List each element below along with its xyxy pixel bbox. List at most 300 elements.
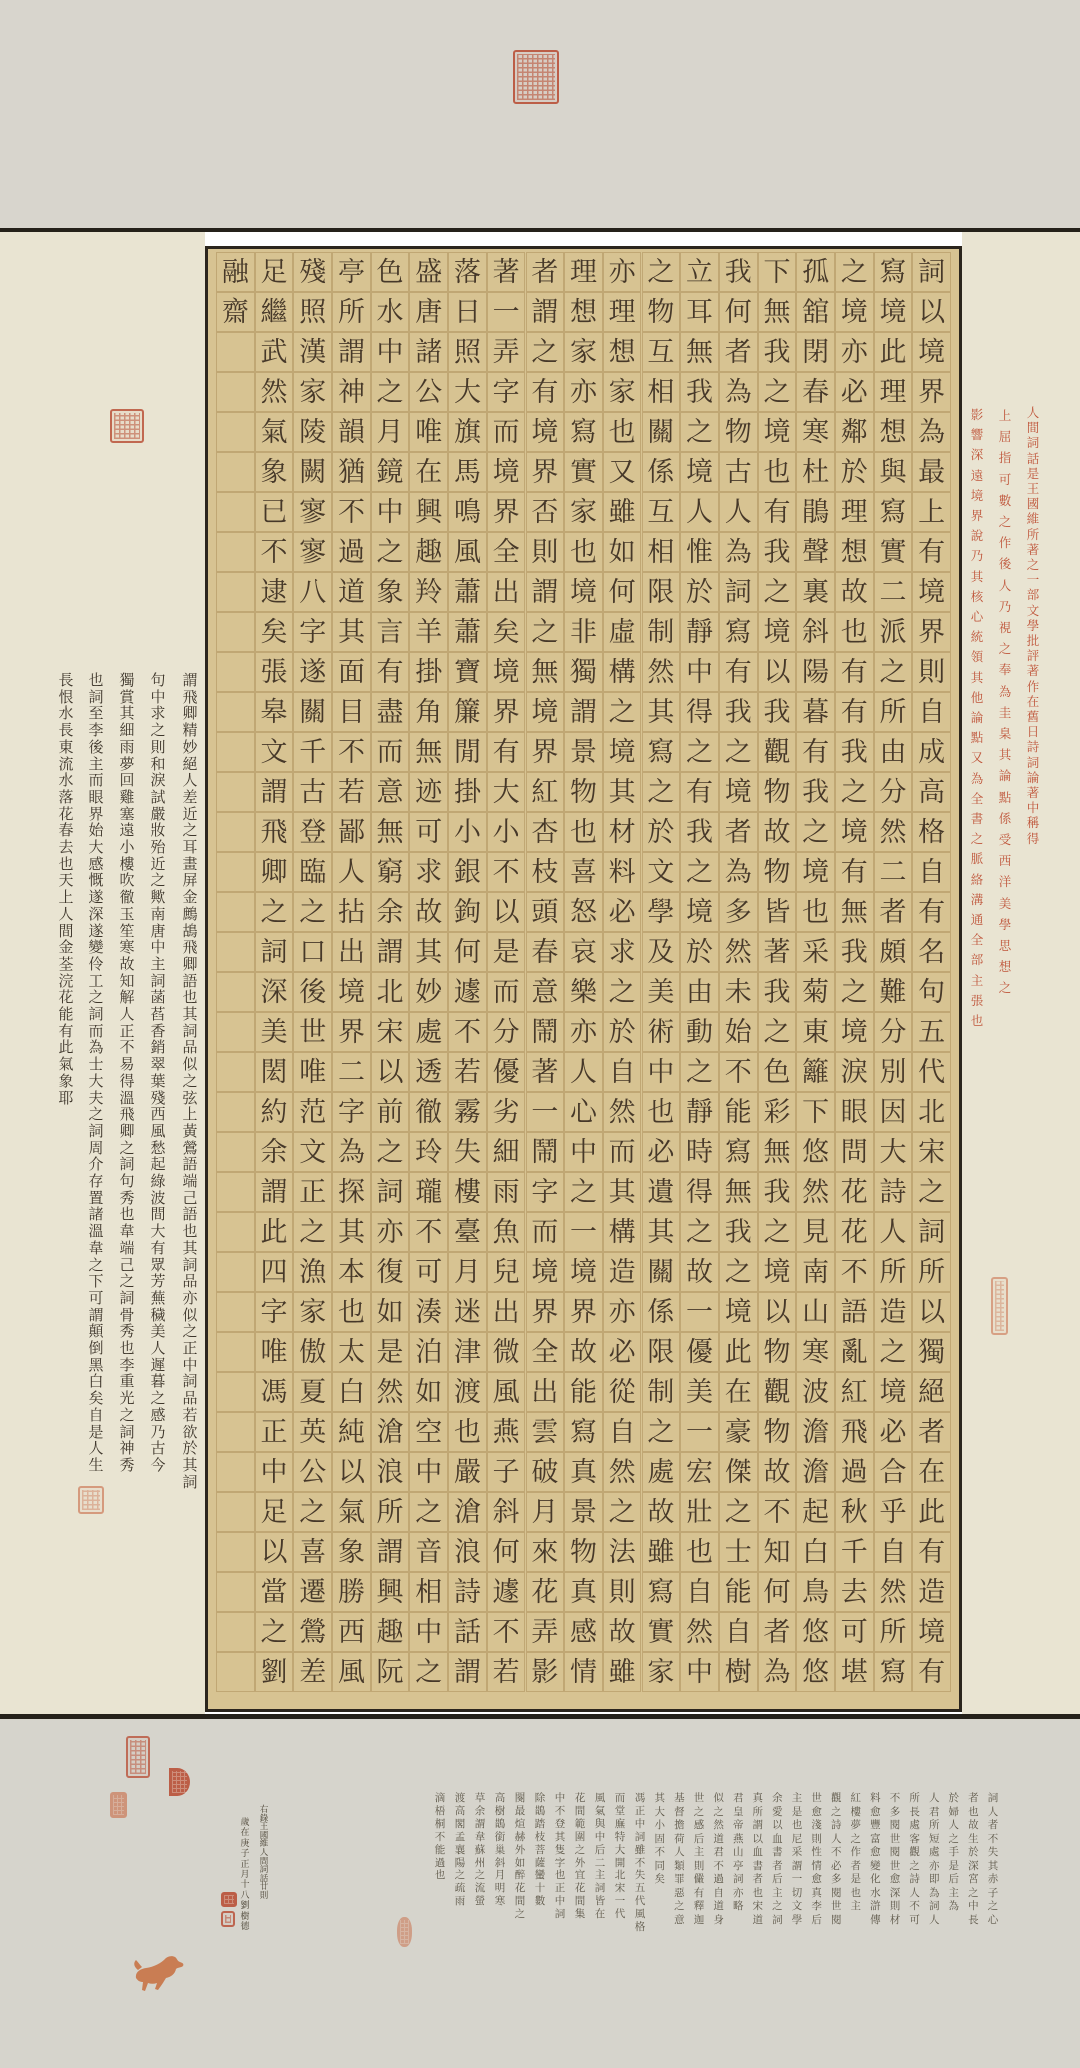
- left-annotation-char: 詞: [88, 687, 104, 706]
- left-annotation-char: 似: [182, 1055, 198, 1074]
- left-annotation-char: 詞: [88, 1121, 104, 1140]
- grid-cell: 之: [680, 412, 719, 452]
- colophon-char: 余: [772, 1792, 783, 1804]
- grid-cell: [216, 732, 255, 772]
- left-annotation-char: 至: [88, 704, 104, 723]
- grid-cell: 人: [719, 492, 758, 532]
- left-annotation-char: 獨: [119, 671, 135, 689]
- grid-cell: 我: [796, 772, 835, 812]
- colophon-char: 之: [772, 1900, 783, 1912]
- grid-cell: 泊: [409, 1332, 448, 1372]
- right-commentary-char: 遠: [970, 467, 984, 483]
- grid-cell: 子: [487, 1452, 526, 1492]
- grid-cell: 自: [719, 1612, 758, 1652]
- grid-cell: 音: [409, 1532, 448, 1572]
- grid-cell: 弄: [487, 332, 526, 372]
- grid-cell: [216, 1012, 255, 1052]
- left-annotation-char: 感: [88, 854, 104, 873]
- colophon-char: 尼: [791, 1832, 803, 1845]
- grid-cell: 合: [874, 1452, 913, 1492]
- colophon-char: 高: [454, 1804, 466, 1817]
- grid-cell: 則: [603, 1572, 642, 1612]
- right-commentary-char: 書: [970, 811, 984, 826]
- grid-cell: 之: [371, 1132, 410, 1172]
- left-annotation-char: 謂: [182, 671, 198, 689]
- grid-cell: 中: [409, 1452, 448, 1492]
- colophon-char: 心: [987, 1913, 999, 1926]
- left-annotation-char: 遂: [88, 921, 104, 940]
- left-annotation-char: 人: [182, 771, 198, 790]
- grid-cell: 月: [371, 412, 410, 452]
- grid-cell: 謂: [255, 1172, 294, 1212]
- grid-cell: 雨: [487, 1172, 526, 1212]
- grid-cell: 處: [409, 1012, 448, 1052]
- grid-cell: 高: [912, 772, 951, 812]
- grid-cell: 差: [293, 1652, 332, 1692]
- grid-cell: [216, 692, 255, 732]
- colophon-char: 淺: [811, 1819, 822, 1831]
- right-commentary-char: 所: [1026, 526, 1040, 542]
- colophon-char: 料: [870, 1792, 881, 1804]
- grid-cell: [216, 892, 255, 932]
- right-commentary-char: 點: [998, 789, 1012, 805]
- left-annotation-char: 歟: [150, 888, 166, 907]
- grid-cell: 透: [409, 1052, 448, 1092]
- grid-cell: 物: [564, 772, 603, 812]
- colophon-char: 也: [752, 1886, 764, 1899]
- left-annotation-char: 吹: [119, 871, 135, 890]
- colophon-char: 醉: [514, 1869, 526, 1882]
- colophon-char: 所: [752, 1805, 764, 1818]
- grid-cell: 真: [564, 1452, 603, 1492]
- grid-cell: 然: [255, 372, 294, 412]
- grid-cell: 以: [487, 892, 526, 932]
- left-annotation-char: 也: [182, 988, 198, 1007]
- grid-cell: 境: [680, 452, 719, 492]
- grid-cell: 氣: [332, 1492, 371, 1532]
- grid-cell: 術: [642, 1012, 681, 1052]
- colophon-char: 不: [634, 1856, 646, 1869]
- grid-cell: 神: [332, 372, 371, 412]
- grid-cell: 物: [642, 292, 681, 332]
- grid-cell: 物: [758, 772, 797, 812]
- colophon-char: 血: [772, 1832, 783, 1845]
- colophon-char: 詞: [987, 1792, 999, 1804]
- right-commentary-char: 視: [998, 620, 1012, 635]
- colophon-char: 處: [909, 1819, 920, 1831]
- left-annotation-char: 語: [182, 1155, 198, 1174]
- grid-cell: 美: [255, 1012, 294, 1052]
- grid-cell: 一: [680, 1292, 719, 1332]
- grid-cell: 寫: [642, 1572, 681, 1612]
- grid-cell: 構: [603, 652, 642, 692]
- grid-cell: 此: [874, 332, 913, 372]
- grid-cell: 故: [603, 1612, 642, 1652]
- grid-cell: 照: [448, 332, 487, 372]
- grid-cell: 問: [835, 1132, 874, 1172]
- grid-cell: 因: [874, 1092, 913, 1132]
- left-annotation-char: 求: [150, 704, 166, 723]
- colophon-char: 手: [948, 1846, 960, 1858]
- colophon-char: 紅: [850, 1792, 862, 1804]
- left-annotation-char: 卿: [119, 1121, 135, 1140]
- colophon-char: 滸: [870, 1900, 881, 1912]
- grid-cell: 大: [487, 772, 526, 812]
- right-commentary-char: 論: [998, 768, 1012, 784]
- grid-cell: 喜: [293, 1532, 332, 1572]
- grid-cell: 目: [332, 692, 371, 732]
- grid-cell: 之: [371, 532, 410, 572]
- grid-cell: 出: [487, 572, 526, 612]
- grid-cell: 有: [680, 772, 719, 812]
- grid-cell: 寫: [564, 1412, 603, 1452]
- left-annotation-char: 絕: [182, 754, 198, 773]
- left-annotation-char: 正: [119, 1021, 135, 1040]
- grid-cell: 於: [680, 932, 719, 972]
- colophon-char: 略: [732, 1900, 744, 1912]
- left-annotation-char: 之: [150, 721, 166, 740]
- signature-char: 國: [259, 1830, 269, 1841]
- grid-cell: 我: [758, 332, 797, 372]
- colophon-char: 除: [534, 1792, 546, 1804]
- grid-cell: 宋: [371, 1012, 410, 1052]
- grid-cell: [216, 1292, 255, 1332]
- left-annotation-char: 金: [182, 888, 198, 907]
- grid-cell: 臺: [448, 1212, 487, 1252]
- grid-cell: 物: [564, 1532, 603, 1572]
- right-commentary-char: 也: [970, 1013, 984, 1028]
- grid-cell: 妙: [409, 972, 448, 1012]
- grid-cell: 之: [719, 1252, 758, 1292]
- grid-cell: 理: [603, 292, 642, 332]
- grid-cell: 詩: [874, 1172, 913, 1212]
- colophon-char: 謂: [474, 1817, 486, 1830]
- grid-cell: 可: [409, 812, 448, 852]
- grid-cell: 不: [719, 1052, 758, 1092]
- colophon-char: 風: [634, 1908, 646, 1921]
- left-annotation-char: 之: [88, 1105, 104, 1124]
- grid-cell: 以: [912, 292, 951, 332]
- grid-cell: 簾: [448, 692, 487, 732]
- mount-rect-seal-pattern: [130, 1740, 146, 1774]
- grid-cell: [216, 412, 255, 452]
- grid-cell: 而: [487, 412, 526, 452]
- grid-cell: [216, 1212, 255, 1252]
- right-commentary-char: 之: [998, 980, 1012, 996]
- grid-cell: 之: [293, 892, 332, 932]
- left-annotation-char: 顛: [88, 1322, 104, 1341]
- grid-cell: 境: [796, 852, 835, 892]
- grid-cell: 本: [332, 1252, 371, 1292]
- colophon-char: 於: [968, 1846, 979, 1858]
- left-annotation-char: 乃: [150, 1422, 166, 1441]
- signature-char: 廿: [259, 1882, 269, 1893]
- grid-cell: 我: [680, 372, 719, 412]
- grid-cell: 所: [371, 1492, 410, 1532]
- right-commentary-char: 說: [970, 528, 984, 544]
- grid-cell: 寫: [564, 412, 603, 452]
- grid-cell: 也: [603, 412, 642, 452]
- grid-cell: 盛: [409, 252, 448, 292]
- grid-cell: 盡: [371, 692, 410, 732]
- left-annotation-char: 黑: [88, 1355, 104, 1374]
- grid-cell: 也: [564, 532, 603, 572]
- grid-cell: 相: [642, 532, 681, 572]
- grid-cell: 之: [293, 1212, 332, 1252]
- colophon-char: 之: [574, 1843, 586, 1856]
- colophon-char: 人: [948, 1819, 960, 1831]
- colophon-char: 十: [534, 1882, 546, 1895]
- grid-cell: [216, 1252, 255, 1292]
- grid-cell: 寒: [796, 412, 835, 452]
- grid-cell: 以: [758, 652, 797, 692]
- colophon-char: 文: [791, 1900, 803, 1912]
- right-commentary-char: 通: [970, 912, 984, 927]
- grid-cell: 寫: [719, 612, 758, 652]
- grid-cell: 暮: [796, 692, 835, 732]
- left-annotation-char: 花: [58, 988, 74, 1007]
- left-annotation-char: 東: [58, 737, 74, 756]
- grid-cell: 銀: [448, 852, 487, 892]
- grid-cell: 陽: [796, 652, 835, 692]
- grid-cell: [216, 612, 255, 652]
- signature-char: 維: [259, 1839, 269, 1850]
- grid-cell: 境: [564, 1252, 603, 1292]
- left-annotation-char: 得: [119, 1071, 135, 1090]
- grid-cell: 然: [874, 1572, 913, 1612]
- grid-cell: 臨: [293, 852, 332, 892]
- grid-cell: 壯: [680, 1492, 719, 1532]
- grid-cell: [216, 972, 255, 1012]
- left-annotation-char: 於: [182, 1439, 198, 1458]
- colophon-char: 富: [870, 1832, 881, 1845]
- right-commentary-char: 日: [1026, 724, 1040, 740]
- grid-cell: 風: [448, 532, 487, 572]
- grid-cell: 淚: [835, 1052, 874, 1092]
- colophon-char: 惡: [674, 1886, 685, 1899]
- colophon-char: 斜: [494, 1856, 506, 1869]
- colophon-char: 也: [554, 1869, 566, 1882]
- grid-cell: [216, 1652, 255, 1692]
- left-annotation-char: 士: [88, 1055, 104, 1074]
- grid-cell: 之: [603, 1492, 642, 1532]
- colophon-char: 雖: [634, 1843, 646, 1856]
- grid-cell: 境: [680, 892, 719, 932]
- grid-cell: 境: [912, 1612, 951, 1652]
- grid-cell: 界: [332, 1012, 371, 1052]
- grid-cell: 傑: [719, 1452, 758, 1492]
- grid-cell: 正: [293, 1172, 332, 1212]
- grid-cell: 字: [293, 612, 332, 652]
- grid-cell: 之: [680, 1212, 719, 1252]
- grid-cell: 想: [564, 292, 603, 332]
- grid-cell: 絕: [912, 1372, 951, 1412]
- grid-cell: 如: [371, 1292, 410, 1332]
- colophon-char: 過: [434, 1856, 446, 1869]
- colophon-char: 韋: [474, 1830, 486, 1843]
- grid-cell: 亦: [835, 332, 874, 372]
- grid-cell: 細: [487, 1132, 526, 1172]
- grid-cell: 澹: [796, 1412, 835, 1452]
- colophon-char: 不: [654, 1846, 666, 1858]
- colophon-char: 者: [987, 1819, 999, 1831]
- horse-mark-icon: [130, 1950, 186, 1994]
- grid-cell: 界: [487, 492, 526, 532]
- right-commentary-char: 可: [998, 471, 1012, 487]
- grid-cell: 可: [409, 1252, 448, 1292]
- grid-cell: 余: [371, 892, 410, 932]
- grid-cell: 界: [526, 732, 565, 772]
- left-annotation-char: 長: [58, 671, 74, 689]
- grid-cell: 之: [719, 1492, 758, 1532]
- right-commentary-char: 絡: [970, 871, 984, 887]
- right-commentary-char: 批: [1026, 633, 1040, 648]
- left-annotation-char: 此: [58, 1038, 74, 1057]
- colophon-char: 能: [434, 1843, 446, 1856]
- colophon-char: 渡: [454, 1792, 466, 1804]
- grid-cell: 詞: [255, 932, 294, 972]
- grid-cell: 大: [874, 1132, 913, 1172]
- grid-cell: 觀: [758, 732, 797, 772]
- grid-cell: 之: [874, 1332, 913, 1372]
- right-commentary-char: 指: [998, 450, 1012, 466]
- grid-cell: 風: [487, 1372, 526, 1412]
- grid-cell: 不: [332, 732, 371, 772]
- colophon-char: 書: [772, 1846, 783, 1858]
- grid-cell: 上: [912, 492, 951, 532]
- grid-cell: 采: [796, 932, 835, 972]
- colophon-char: 不: [889, 1792, 901, 1804]
- left-annotation-char: 端: [182, 1172, 198, 1190]
- colophon-char: 薩: [534, 1856, 546, 1869]
- colophon-char: 后: [948, 1873, 960, 1885]
- grid-cell: 二: [874, 852, 913, 892]
- grid-cell: 者: [758, 1612, 797, 1652]
- grid-cell: 湊: [409, 1292, 448, 1332]
- grid-cell: 卿: [255, 852, 294, 892]
- left-annotation-char: 南: [150, 904, 166, 923]
- grid-cell: 花: [835, 1212, 874, 1252]
- grid-cell: 色: [758, 1052, 797, 1092]
- left-annotation-char: 眾: [150, 1255, 166, 1274]
- right-commentary-char: 國: [1026, 496, 1040, 512]
- grid-cell: 何: [603, 572, 642, 612]
- colophon-char: 正: [554, 1882, 566, 1895]
- grid-cell: 起: [796, 1492, 835, 1532]
- grid-cell: 殘: [293, 252, 332, 292]
- left-annotation-char: 知: [119, 971, 135, 990]
- grid-cell: 中: [255, 1452, 294, 1492]
- right-commentary-char: 領: [970, 649, 984, 665]
- grid-cell: 燕: [487, 1412, 526, 1452]
- grid-cell: 亂: [835, 1332, 874, 1372]
- colophon-char: 蘇: [474, 1843, 486, 1856]
- left-annotation-char: 遠: [119, 821, 135, 840]
- grid-cell: 難: [874, 972, 913, 1012]
- colophon-char: 傳: [870, 1913, 881, 1926]
- grid-cell: 太: [332, 1332, 371, 1372]
- right-commentary-char: 部: [1026, 587, 1040, 603]
- grid-cell: 象: [255, 452, 294, 492]
- grid-cell: 者: [874, 892, 913, 932]
- colophon-char: 開: [614, 1856, 626, 1869]
- grid-cell: 者: [912, 1412, 951, 1452]
- left-annotation-char: 流: [58, 754, 74, 773]
- grid-cell: 家: [603, 372, 642, 412]
- colophon-char: 不: [987, 1832, 999, 1845]
- left-annotation-char: 近: [150, 854, 166, 873]
- left-annotation-char: 則: [150, 737, 166, 756]
- left-annotation-char: 殘: [150, 1088, 166, 1107]
- grid-cell: 亭: [332, 252, 371, 292]
- grid-cell: 遽: [448, 972, 487, 1012]
- grid-cell: 我: [719, 692, 758, 732]
- grid-cell: 優: [680, 1332, 719, 1372]
- grid-cell: [216, 1492, 255, 1532]
- colophon-char: 不: [434, 1830, 446, 1843]
- grid-cell: 滄: [448, 1492, 487, 1532]
- grid-cell: 為: [332, 1132, 371, 1172]
- grid-cell: 者: [719, 812, 758, 852]
- right-commentary-char: 深: [970, 447, 984, 463]
- left-annotation-char: 韋: [119, 1222, 135, 1241]
- left-annotation-char: 玉: [119, 904, 135, 923]
- left-annotation-char: 易: [119, 1055, 135, 1074]
- colophon-char: 於: [948, 1792, 960, 1804]
- left-annotation-char: 主: [150, 954, 166, 973]
- left-annotation-char: 李: [119, 1355, 135, 1374]
- top-seal: [513, 50, 559, 104]
- grid-cell: 在: [719, 1372, 758, 1412]
- grid-cell: 之: [642, 772, 681, 812]
- grid-cell: 杜: [796, 452, 835, 492]
- grid-cell: 得: [680, 1172, 719, 1212]
- left-annotation-char: 而: [88, 1021, 104, 1040]
- colophon-char: 之: [693, 1805, 705, 1818]
- colophon-char: 余: [474, 1804, 486, 1817]
- grid-cell: 寥: [293, 532, 332, 572]
- grid-cell: [216, 452, 255, 492]
- signature-char: 八: [240, 1890, 250, 1901]
- grid-cell: 已: [255, 492, 294, 532]
- grid-cell: 時: [680, 1132, 719, 1172]
- grid-cell: 何: [758, 1572, 797, 1612]
- colophon-char: 雨: [454, 1895, 466, 1908]
- left-annotation-char: 之: [88, 1255, 104, 1274]
- grid-cell: 不: [255, 532, 294, 572]
- colophon-char: 圍: [574, 1830, 586, 1843]
- grid-cell: 有: [719, 652, 758, 692]
- left-annotation-char: 萏: [150, 1005, 166, 1023]
- grid-cell: 得: [680, 692, 719, 732]
- colophon-char: 荷: [674, 1832, 685, 1845]
- colophon-char: 性: [811, 1846, 822, 1858]
- grid-cell: 謂: [371, 932, 410, 972]
- grid-cell: 之: [564, 1172, 603, 1212]
- grid-cell: 樹: [719, 1652, 758, 1692]
- grid-cell: 寫: [874, 1652, 913, 1692]
- colophon-char: 則: [811, 1832, 822, 1845]
- left-annotation-char: 秀: [119, 1455, 135, 1474]
- colophon-char: 人: [928, 1913, 940, 1926]
- grid-cell: 一: [680, 1412, 719, 1452]
- left-annotation-char: 眼: [88, 787, 104, 806]
- grid-cell: 徹: [409, 1092, 448, 1132]
- grid-cell: 拈: [332, 892, 371, 932]
- grid-cell: 影: [526, 1652, 565, 1692]
- colophon-char: 矣: [654, 1873, 666, 1885]
- left-annotation-char: 欲: [182, 1422, 198, 1441]
